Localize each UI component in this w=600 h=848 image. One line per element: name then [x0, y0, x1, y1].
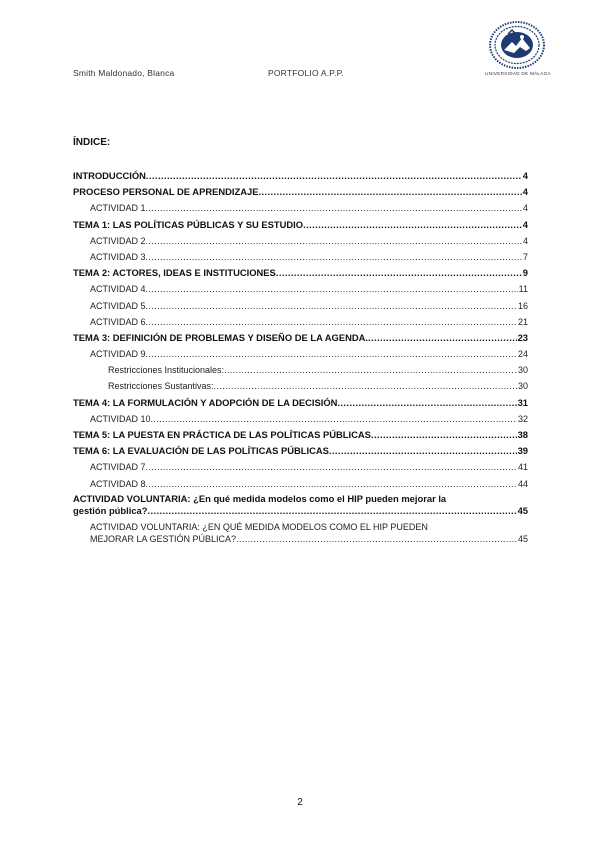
toc-entry-page: 45	[517, 504, 528, 516]
toc-entry[interactable]	[73, 459, 528, 475]
toc-entry-title-line2: gestión pública?	[73, 504, 148, 516]
toc-dot-leader	[236, 533, 517, 545]
toc-entry-page: 4	[522, 218, 528, 230]
toc-entry-title: ACTIVIDAD 10	[90, 413, 151, 424]
toc-dot-leader	[368, 330, 517, 346]
toc-dot-leader	[146, 298, 517, 314]
toc-dot-leader	[146, 168, 522, 184]
toc-entry-page: 4	[522, 203, 528, 214]
toc-entry-page: 41	[517, 462, 528, 473]
toc-entry[interactable]	[73, 233, 528, 249]
header-author: Smith Maldonado, Blanca	[73, 68, 175, 78]
toc-entry-page: 16	[517, 300, 528, 311]
toc-entry[interactable]	[73, 281, 528, 297]
index-heading: ÍNDICE:	[73, 137, 111, 148]
toc-entry-page: 4	[522, 186, 528, 198]
toc-entry[interactable]	[73, 184, 528, 200]
toc-entry-title: ACTIVIDAD 4	[90, 284, 146, 295]
toc-dot-leader	[146, 200, 522, 216]
toc-entry-title-line2: MEJORAR LA GESTIÓN PÚBLICA?	[90, 533, 237, 544]
toc-dot-leader	[146, 459, 517, 475]
toc-entry-page: 7	[522, 251, 528, 262]
toc-entry-page: 45	[517, 533, 528, 544]
toc-entry-title: ACTIVIDAD 2	[90, 235, 146, 246]
toc-entry[interactable]	[73, 378, 528, 394]
toc-entry[interactable]	[73, 346, 528, 362]
toc-entry-title-line1: ACTIVIDAD VOLUNTARIA: ¿En qué medida modelos como el HIP pueden mejorar la	[73, 492, 447, 504]
page-number: 2	[297, 797, 303, 808]
toc-entry-page: 38	[517, 429, 528, 440]
toc-dot-leader	[214, 378, 517, 394]
toc-dot-leader	[147, 505, 516, 517]
toc-entry-title-line2-row	[90, 533, 528, 545]
toc-dot-leader	[146, 476, 517, 492]
toc-entry[interactable]	[73, 411, 528, 427]
toc-entry-voluntary-sub[interactable]	[73, 520, 528, 545]
toc-entry[interactable]	[73, 443, 528, 459]
toc-entry-title: ACTIVIDAD 1	[90, 203, 146, 214]
toc-entry[interactable]	[73, 427, 528, 443]
toc-entry-page: 30	[517, 381, 528, 392]
toc-dot-leader	[276, 265, 522, 281]
toc-dot-leader	[146, 233, 522, 249]
university-seal-icon	[488, 20, 546, 70]
toc-entry-title: PROCESO PERSONAL DE APRENDIZAJE	[73, 186, 259, 198]
toc-entry[interactable]	[73, 314, 528, 330]
toc-entry-title: ACTIVIDAD 5	[90, 300, 146, 311]
toc-entry-title: ACTIVIDAD 8	[90, 478, 146, 489]
toc-entry-title: Restricciones Institucionales:	[108, 365, 225, 376]
toc-entry[interactable]	[73, 168, 528, 184]
toc-dot-leader	[146, 346, 517, 362]
toc-dot-leader	[151, 411, 517, 427]
toc-dot-leader	[146, 249, 522, 265]
toc-dot-leader	[146, 314, 517, 330]
toc-entry-title: TEMA 2: ACTORES, IDEAS E INSTITUCIONES	[73, 267, 276, 279]
toc-entry-page: 39	[517, 445, 528, 457]
toc-entry-title: Restricciones Sustantivas:	[108, 381, 214, 392]
header-title: PORTFOLIO A.P.P.	[268, 68, 344, 78]
toc-entry[interactable]	[73, 298, 528, 314]
toc-entry-title: ACTIVIDAD 3	[90, 251, 146, 262]
toc-entry[interactable]	[73, 217, 528, 233]
toc-entry-title-line2-row	[73, 505, 528, 517]
toc-entry-page: 31	[517, 396, 528, 408]
toc-entry-page: 24	[517, 349, 528, 360]
toc-entry-title: TEMA 6: LA EVALUACIÓN DE LAS POLÍTICAS PÚBLICAS	[73, 445, 329, 457]
toc-dot-leader	[329, 443, 517, 459]
toc-entry-page: 4	[522, 235, 528, 246]
toc-dot-leader	[258, 184, 521, 200]
toc-dot-leader	[337, 395, 516, 411]
toc-entry-title: TEMA 3: DEFINICIÓN DE PROBLEMAS Y DISEÑO DE LA AGENDA.	[73, 331, 368, 343]
toc-entry-page: 9	[522, 267, 528, 279]
toc-entry-page: 4	[522, 170, 528, 181]
toc-entry-title: ACTIVIDAD 6	[90, 316, 146, 327]
toc-entry-page: 21	[517, 316, 528, 327]
toc-entry[interactable]	[73, 476, 528, 492]
table-of-contents	[73, 168, 528, 545]
toc-entry-title: ACTIVIDAD 9	[90, 349, 146, 360]
toc-entry[interactable]	[73, 362, 528, 378]
toc-entry-title: TEMA 4: LA FORMULACIÓN Y ADOPCIÓN DE LA DECISIÓN	[73, 396, 338, 408]
toc-entry-title: TEMA 1: LAS POLÍTICAS PÚBLICAS Y SU ESTUDIO	[73, 218, 304, 230]
toc-entry-title: TEMA 5: LA PUESTA EN PRÁCTICA DE LAS POLÍTICAS PÚBLICAS	[73, 429, 371, 440]
toc-entry-title-line1: ACTIVIDAD VOLUNTARIA: ¿EN QUÉ MEDIDA MODELOS COMO EL HIP PUEDEN	[90, 521, 428, 532]
toc-entry[interactable]	[73, 330, 528, 346]
toc-dot-leader	[303, 217, 522, 233]
toc-entry-page: 11	[518, 284, 528, 295]
toc-entry-page: 30	[517, 365, 528, 376]
toc-entry[interactable]	[73, 200, 528, 216]
toc-entry-page: 23	[517, 331, 528, 343]
toc-entry[interactable]	[73, 395, 528, 411]
toc-entry-voluntary-main[interactable]	[73, 492, 528, 517]
toc-entry-title: INTRODUCCIÓN	[73, 170, 146, 181]
toc-dot-leader	[146, 281, 518, 297]
toc-entry[interactable]	[73, 265, 528, 281]
toc-entry-page: 44	[517, 478, 528, 489]
toc-entry[interactable]	[73, 249, 528, 265]
toc-dot-leader	[224, 362, 517, 378]
toc-entry-title: ACTIVIDAD 7	[90, 462, 146, 473]
university-name: UNIVERSIDAD DE MÁLAGA	[485, 71, 551, 76]
toc-dot-leader	[371, 427, 517, 443]
toc-entry-page: 32	[517, 413, 528, 424]
